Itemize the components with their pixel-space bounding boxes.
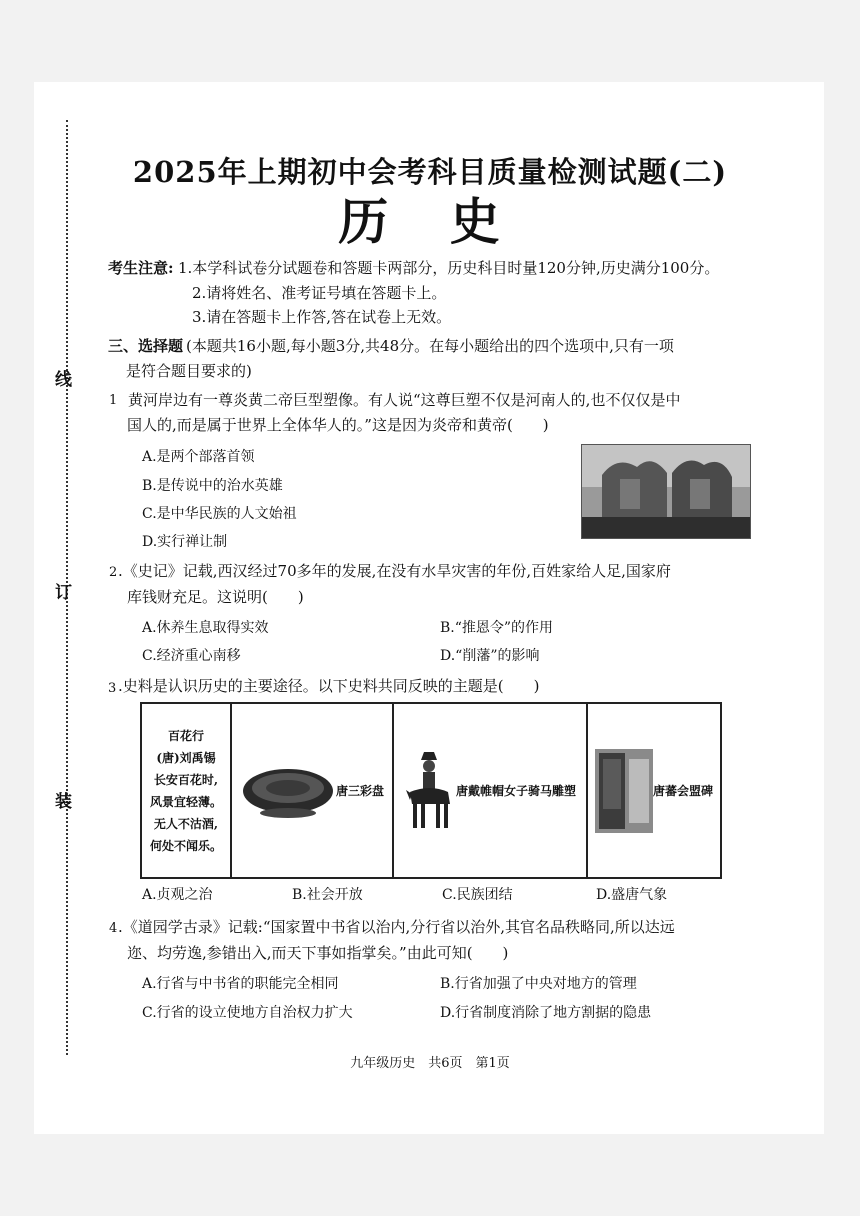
q1-option-d: D.实行禅让制 [142, 534, 228, 550]
poem-line-1: 长安百花时, [153, 772, 219, 787]
q4-stem-2: 迩、均劳逸,参错出入,而天下事如指掌矣。”由此可知( ) [127, 944, 509, 962]
poem-cell [141, 703, 231, 878]
q2-stem-1: .《史记》记载,西汉经过70多年的发展,在没有水旱灾害的年份,百姓家给人足,国家府 [118, 562, 671, 580]
notes-label: 考生注意: [108, 259, 174, 277]
q4-option-c: C.行省的设立使地方自治权力扩大 [142, 1005, 353, 1021]
q3-option-b: B.社会开放 [292, 887, 363, 903]
q3-option-a: A.贞观之治 [142, 887, 213, 903]
q1-stem-2: 国人的,而是属于世界上全体华人的。”这是因为炎帝和黄帝( ) [127, 416, 549, 434]
binding-char-ding: 订 [55, 583, 72, 603]
sancai-plate-cell [231, 703, 393, 878]
poem-line-4: 何处不闻乐。 [149, 838, 222, 853]
q3-stem: .史料是认识历史的主要途径。以下史料共同反映的主题是( ) [118, 677, 540, 695]
q2-option-d: D.“削藩”的影响 [440, 648, 540, 664]
q3-option-d: D.盛唐气象 [596, 887, 668, 903]
q4-stem-1: .《道园学古录》记载:“国家置中书省以治内,分行省以治外,其官名品秩略同,所以达远 [118, 918, 675, 936]
tang-tibet-stele-image [595, 749, 653, 833]
exam-title: 2025年上期初中会考科目质量检测试题(二) [132, 155, 728, 189]
section-title: 三、选择题 [108, 337, 184, 355]
q2-number: 2 [109, 565, 118, 580]
sancai-plate-label: 唐三彩盘 [335, 784, 384, 798]
binding-char-zhuang: 装 [55, 792, 72, 812]
note-1: 1.本学科试卷分试题卷和答题卡两部分，历史科目时量120分钟,历史满分100分。 [178, 259, 720, 277]
q2-stem-2: 库钱财充足。这说明( ) [127, 588, 304, 606]
q3-option-c: C.民族团结 [442, 887, 513, 903]
q3-number: 3 [108, 681, 117, 696]
horse-rider-label: 唐戴帷帽女子骑马雕塑 [455, 784, 576, 798]
horse-rider-image [404, 746, 456, 836]
poem-line-3: 无人不沽酒, [153, 816, 219, 831]
exam-subject: 历 史 [338, 192, 522, 251]
section-desc-1: (本题共16小题,每小题3分,共48分。在每小题给出的四个选项中,只有一项 [186, 337, 674, 355]
note-2: 2.请将姓名、准考证号填在答题卡上。 [192, 284, 447, 302]
note-3: 3.请在答题卡上作答,答在试卷上无效。 [192, 308, 452, 326]
tang-tibet-stele-cell [587, 703, 721, 878]
q4-option-d: D.行省制度消除了地方割据的隐患 [440, 1005, 652, 1021]
page-footer: 九年级历史 共6页 第1页 [350, 1056, 510, 1071]
section-desc-2: 是符合题目要求的) [126, 362, 252, 380]
q1-option-a: A.是两个部落首领 [142, 449, 255, 465]
binding-char-xian: 线 [55, 370, 72, 390]
q2-option-a: A.休养生息取得实效 [142, 620, 269, 636]
source-materials-table [140, 702, 722, 879]
poem-title: 百花行 [167, 728, 204, 743]
q1-option-b: B.是传说中的治水英雄 [142, 478, 283, 494]
poem-author: (唐)刘禹锡 [156, 750, 216, 765]
q1-number: 1 [109, 393, 118, 408]
q4-option-a: A.行省与中书省的职能完全相同 [142, 976, 339, 992]
horse-rider-cell [393, 703, 587, 878]
q2-option-b: B.“推恩令”的作用 [440, 620, 554, 636]
tang-tibet-stele-label: 唐蕃会盟碑 [652, 784, 713, 798]
sancai-plate-image [240, 761, 336, 821]
q4-option-b: B.行省加强了中央对地方的管理 [440, 976, 637, 992]
q1-stem-1: 黄河岸边有一尊炎黄二帝巨型塑像。有人说“这尊巨塑不仅是河南人的,也不仅仅是中 [128, 391, 681, 409]
q1-option-c: C.是中华民族的人文始祖 [142, 506, 297, 522]
poem-line-2: 风景宜轻薄。 [149, 794, 222, 809]
q4-number: 4 [109, 921, 118, 936]
q2-option-c: C.经济重心南移 [142, 648, 241, 664]
yan-huang-statue-photo [581, 444, 751, 539]
